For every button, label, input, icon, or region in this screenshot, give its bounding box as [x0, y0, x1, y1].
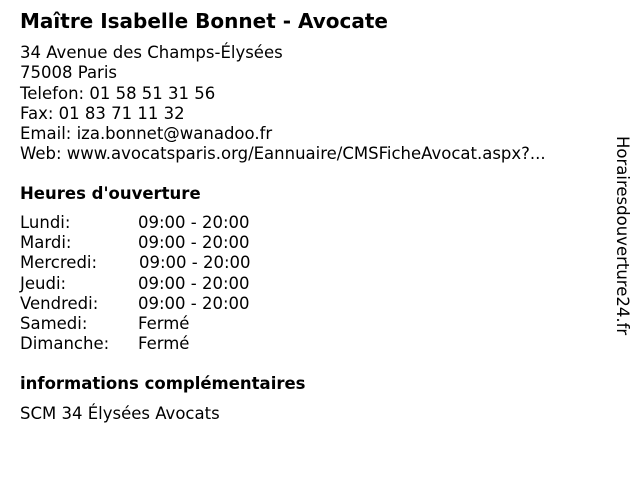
day-label: Mercredi: [20, 253, 98, 273]
page-title: Maître Isabelle Bonnet - Avocate [20, 9, 388, 33]
site-watermark: Horairesdouverture24.fr [613, 136, 632, 336]
day-hours: 09:00 - 20:00 [138, 273, 250, 293]
address-line-1: 34 Avenue des Champs-Élysées [20, 43, 283, 62]
day-label: Samedi: [20, 313, 88, 333]
extra-info-text: SCM 34 Élysées Avocats [20, 404, 220, 423]
day-hours: 09:00 - 20:00 [138, 213, 250, 232]
day-hours: 09:00 - 20:00 [139, 253, 251, 273]
contact-block [20, 43, 546, 165]
web-line: Web: www.avocatsparis.org/Eannuaire/CMSFicheAvocat.aspx?... [20, 144, 546, 164]
day-hours: Fermé [138, 313, 190, 333]
extra-info-heading: informations complémentaires [20, 374, 306, 393]
day-label: Vendredi: [20, 293, 99, 313]
address-line-2: 75008 Paris [20, 63, 118, 83]
day-hours: 09:00 - 20:00 [138, 293, 250, 313]
day-label: Dimanche: [20, 334, 110, 354]
day-label: Jeudi: [20, 273, 67, 293]
day-hours: Fermé [138, 334, 190, 354]
day-hours: 09:00 - 20:00 [138, 233, 250, 253]
day-label: Lundi: [20, 213, 71, 232]
email-line: Email: iza.bonnet@wanadoo.fr [20, 124, 273, 144]
phone-line: Telefon: 01 58 51 31 56 [20, 83, 216, 103]
fax-line: Fax: 01 83 71 11 32 [20, 103, 185, 123]
hours-heading: Heures d'ouverture [20, 184, 201, 203]
day-label: Mardi: [20, 233, 72, 253]
